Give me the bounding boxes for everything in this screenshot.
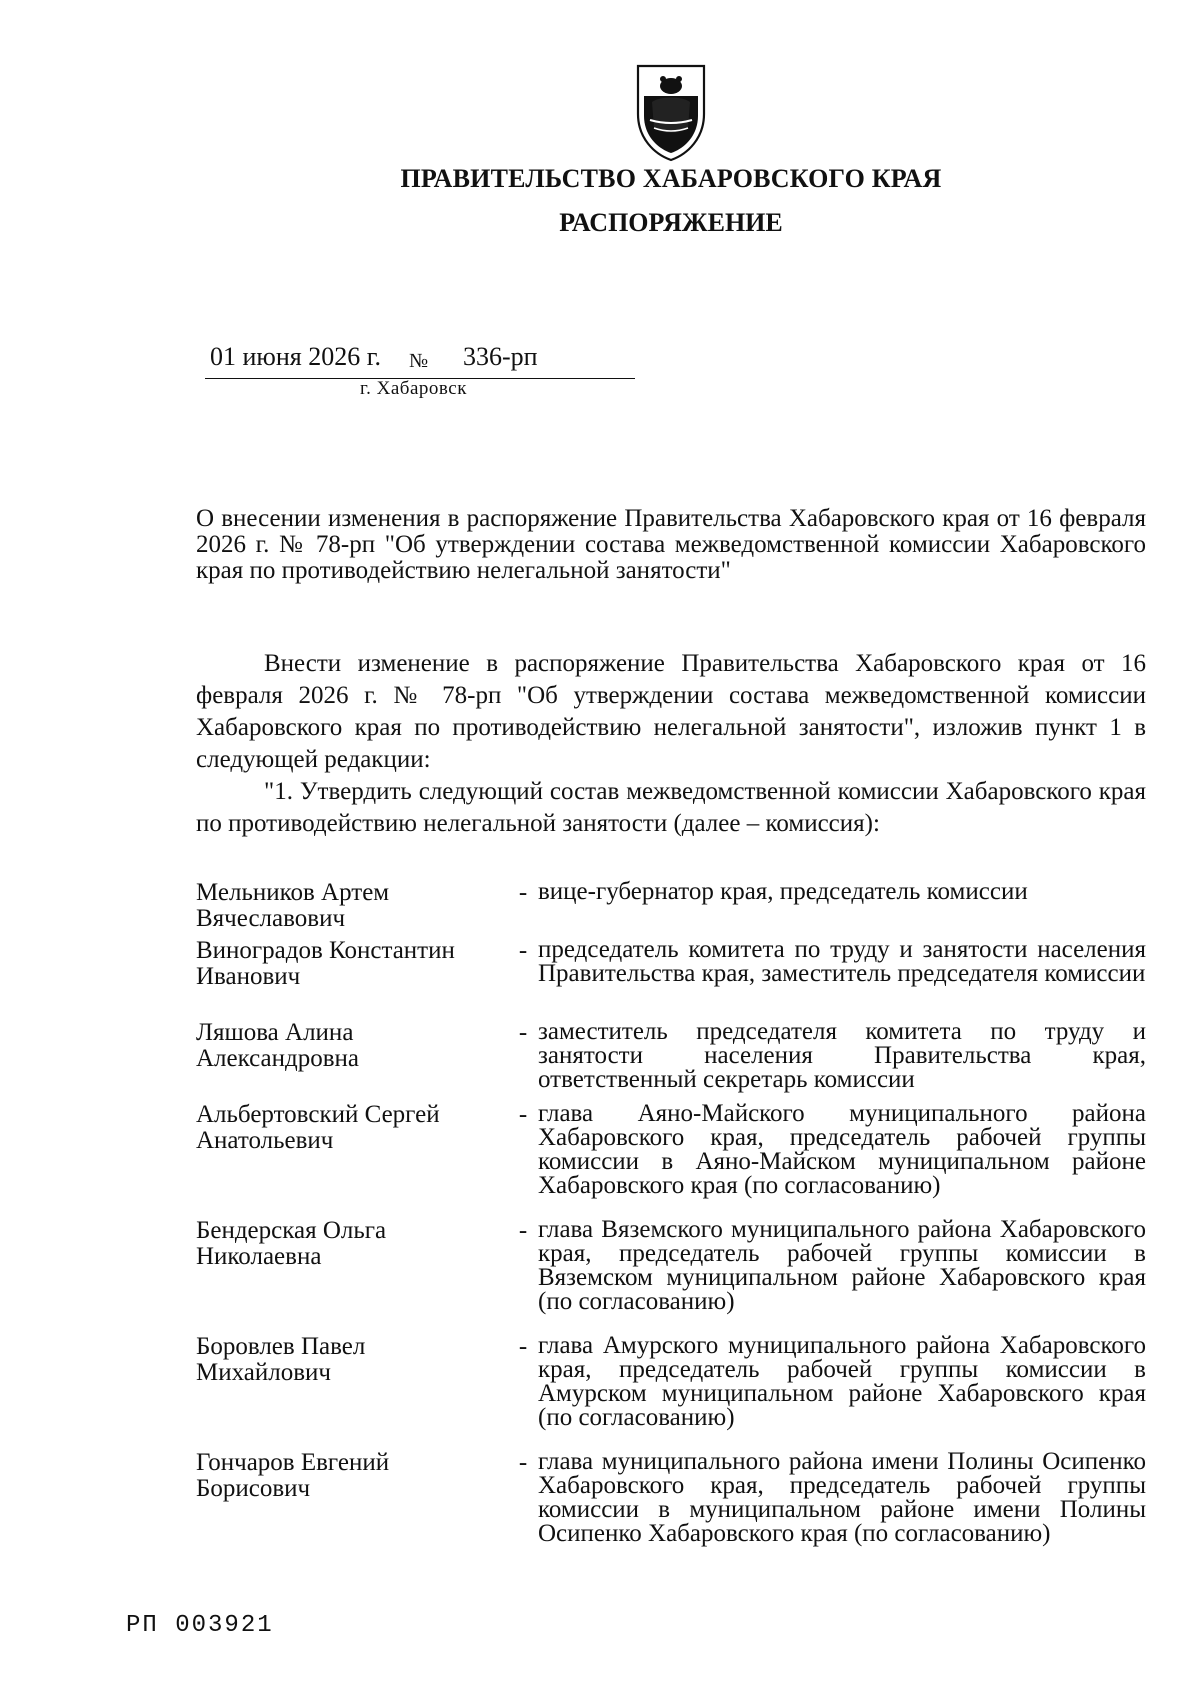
document-body (196, 648, 1146, 840)
khabarovsk-bear-coat-of-arms-icon (630, 62, 712, 162)
document-type: РАСПОРЯЖЕНИЕ (559, 208, 783, 237)
member-row (196, 938, 1146, 1020)
member-role: председатель комитета по труду и занятости населения Правительства края, заместитель председателя комиссии (538, 936, 1146, 987)
intro-paragraph: Внести изменение в распоряжение Правительства Хабаровского края от 16 февраля 2026 г. № 78-рп "Об утверждении состава межведомственной комиссии Хабаровского края по противодействию нелегальной занятости", изложив пункт 1 в следующей редакции: (196, 650, 1146, 773)
member-name: Боровлев Павел Михайлович (196, 1333, 366, 1386)
number-sign: № (409, 350, 429, 372)
member-name: Виноградов Константин Иванович (196, 937, 455, 990)
member-row (196, 1020, 1146, 1102)
member-role: глава Аяно-Майского муниципального района Хабаровского края, председатель рабочей группы комиссии в Аяно-Майском муниципальном районе Хабаровского края (по согласованию) (538, 1100, 1146, 1199)
document-city: г. Хабаровск (360, 378, 467, 399)
point-1-paragraph: "1. Утвердить следующий состав межведомственной комиссии Хабаровского края по противодействию нелегальной занятости (далее – комиссия): (196, 778, 1146, 837)
government-name: ПРАВИТЕЛЬСТВО ХАБАРОВСКОГО КРАЯ (400, 164, 942, 193)
member-role: глава Амурского муниципального района Хабаровского края, председатель рабочей группы комиссии в Амурском муниципальном районе Хабаровского края (по согласованию) (538, 1332, 1146, 1431)
member-name: Альбертовский Сергей Анатольевич (196, 1101, 440, 1154)
member-row (196, 1334, 1146, 1450)
member-row (196, 880, 1146, 938)
member-dash: - (518, 1449, 528, 1476)
member-role: глава муниципального района имени Полины Осипенко Хабаровского края, председатель рабочей группы комиссии в муниципальном районе имени Полины Осипенко Хабаровского края (по согласованию) (538, 1448, 1146, 1547)
member-name: Бендерская Ольга Николаевна (196, 1217, 387, 1270)
member-dash: - (518, 1217, 528, 1244)
member-role: вице-губернатор края, председатель комиссии (538, 878, 1028, 905)
member-dash: - (518, 879, 528, 906)
member-name: Ляшова Алина Александровна (196, 1019, 360, 1072)
document-subject: О внесении изменения в распоряжение Правительства Хабаровского края от 16 февраля 2026 г. № 78-рп "Об утверждении состава межведомственной комиссии Хабаровского края по противодействию нелегальной занятости" (196, 505, 1146, 584)
member-dash: - (518, 1101, 528, 1128)
member-dash: - (518, 1019, 528, 1046)
member-dash: - (518, 1333, 528, 1360)
member-row (196, 1102, 1146, 1218)
member-role: глава Вяземского муниципального района Хабаровского края, председатель рабочей группы комиссии в Вяземском муниципальном районе Хабаровского края (по согласованию) (538, 1216, 1146, 1315)
member-row (196, 1218, 1146, 1334)
document-number: 336-рп (463, 342, 538, 371)
date-number-line (205, 342, 635, 379)
member-name: Мельников Артем Вячеславович (196, 879, 390, 932)
commission-members-list (196, 880, 1146, 1590)
document-date: 01 июня 2026 г. (210, 342, 381, 371)
member-row (196, 1450, 1146, 1590)
member-role: заместитель председателя комитета по труду и занятости населения Правительства края, ответственный секретарь комиссии (538, 1018, 1146, 1093)
member-name: Гончаров Евгений Борисович (196, 1449, 390, 1502)
member-dash: - (518, 937, 528, 964)
form-serial-number: РП 003921 (126, 1612, 274, 1639)
